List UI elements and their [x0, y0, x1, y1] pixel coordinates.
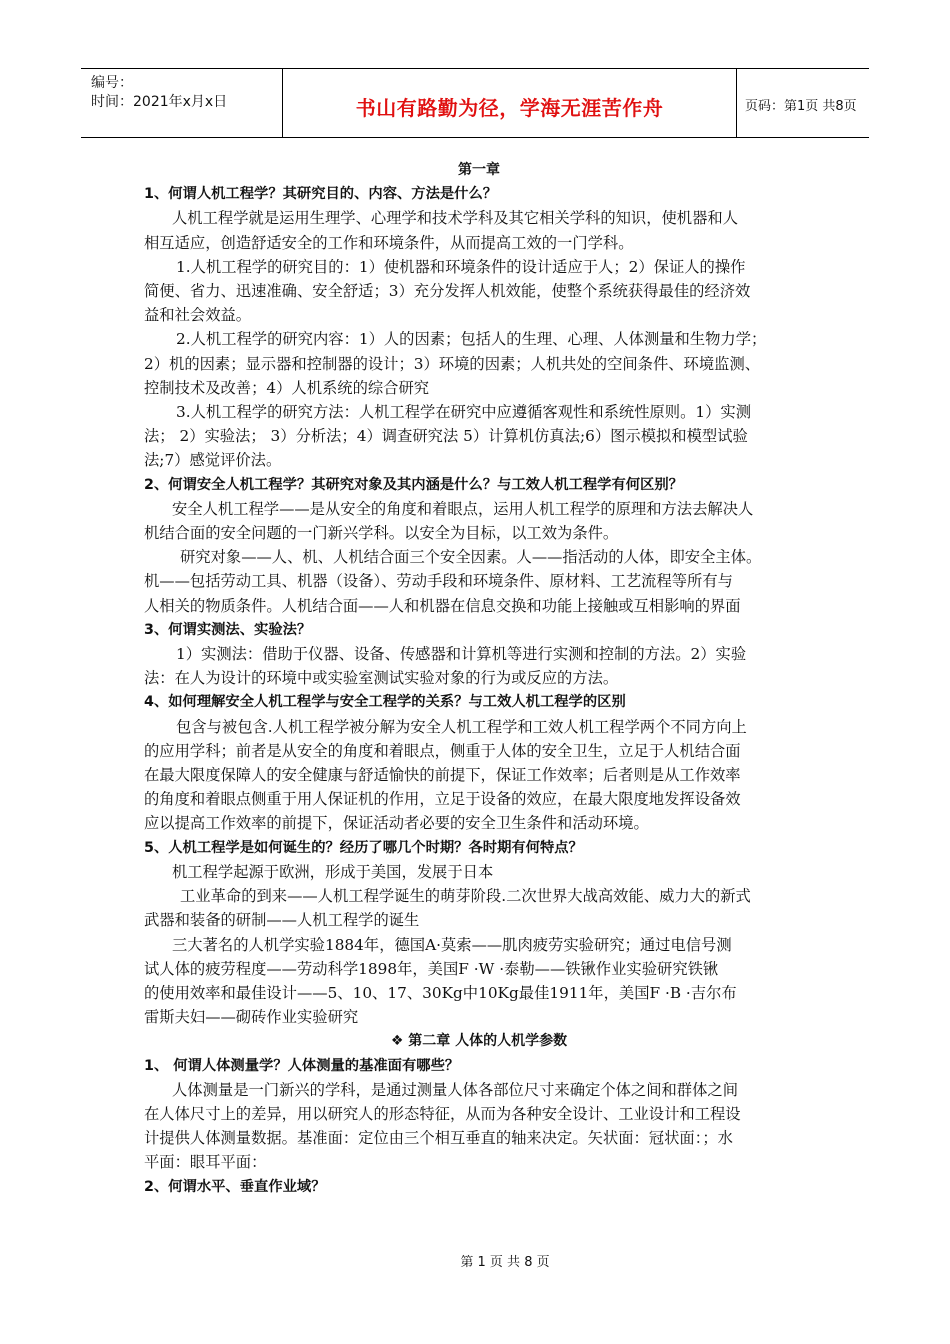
body-line: 在最大限度保障人的安全健康与舒适愉快的前提下，保证工作效率；后者则是从工作效率 — [144, 766, 741, 785]
document-header — [81, 68, 869, 138]
body-line: 的使用效率和最佳设计——5、10、17、30Kg中10Kg最佳1911年，美国F ·B ·吉尔布 — [144, 983, 737, 1002]
document-body — [144, 158, 814, 1199]
body-line: 的应用学科；前者是从安全的角度和着眼点，侧重于人体的安全卫生，立足于人机结合面 — [144, 741, 741, 760]
body-line: 法：在人为设计的环境中或实验室测试实验对象的行为或反应的方法。 — [144, 669, 619, 688]
question-heading: 1、 何谓人体测量学？人体测量的基准面有哪些？ — [144, 1057, 460, 1074]
body-line: 雷斯夫妇——砌砖作业实验研究 — [144, 1008, 359, 1027]
body-line: 法;7）感觉评价法。 — [144, 451, 282, 470]
body-line: 法； 2）实验法； 3）分析法；4）调查研究法 5）计算机仿真法;6）图示模拟和模型试验 — [144, 427, 748, 446]
body-line: 人体测量是一门新兴的学科，是通过测量人体各部位尺寸来确定个体之间和群体之间 — [172, 1080, 738, 1099]
motto-text: 书山有路勤为径，学海无涯苦作舟 — [355, 96, 664, 120]
chapter-heading: 第一章 — [458, 162, 500, 178]
body-line: 人机工程学就是运用生理学、心理学和技术学科及其它相关学科的知识，使机器和人 — [172, 209, 738, 228]
body-line: 三大著名的人机学实验1884年，德国A·莫索——肌肉疲劳实验研究；通过电信号测 — [172, 935, 732, 954]
date-label: 时间：2021年x月x日 — [91, 94, 228, 110]
body-line: 试人体的疲劳程度——劳动科学1898年，美国F ·W ·泰勒——铁锹作业实验研究铁锹 — [144, 959, 719, 978]
body-line: 人相关的物质条件。人机结合面——人和机器在信息交换和功能上接触或互相影响的界面 — [144, 596, 741, 615]
body-line: 的角度和着眼点侧重于用人保证机的作用，立足于设备的效应，在最大限度地发挥设备效 — [144, 790, 741, 809]
body-line: 应以提高工作效率的前提下，保证活动者必要的安全卫生条件和活动环境。 — [144, 814, 649, 833]
body-line: 简便、省力、迅速准确、安全舒适；3）充分发挥人机效能，使整个系统获得最佳的经济效 — [144, 282, 751, 301]
question-heading: 5、人机工程学是如何诞生的？经历了哪几个时期？各时期有何特点？ — [144, 839, 583, 856]
question-heading: 2、何谓水平、垂直作业域？ — [144, 1178, 326, 1195]
body-line: 包含与被包含.人机工程学被分解为安全人机工程学和工效人机工程学两个不同方向上 — [176, 717, 747, 736]
body-line: 武器和装备的研制——人机工程学的诞生 — [144, 911, 420, 930]
header-page-cell — [737, 69, 869, 137]
body-line: 2）机的因素；显示器和控制器的设计；3）环境的因素；人机共处的空间条件、环境监测、 — [144, 354, 761, 373]
body-line: 相互适应，创造舒适安全的工作和环境条件，从而提高工效的一门学科。 — [144, 233, 634, 252]
number-label: 编号： — [91, 75, 133, 91]
body-line: 益和社会效益。 — [144, 306, 252, 325]
page-footer: 第 1 页 共 8 页 — [460, 1255, 550, 1270]
body-line: 1.人机工程学的研究目的：1）使机器和环境条件的设计适应于人；2）保证人的操作 — [176, 257, 746, 276]
body-line: 1）实测法：借助于仪器、设备、传感器和计算机等进行实测和控制的方法。2）实验 — [176, 645, 747, 664]
body-line: 机工程学起源于欧洲，形成于美国，发展于日本 — [172, 862, 494, 881]
header-motto-cell — [283, 69, 737, 137]
body-line: 机结合面的安全问题的一门新兴学科。以安全为目标，以工效为条件。 — [144, 524, 619, 543]
question-heading: 3、何谓实测法、实验法？ — [144, 621, 312, 638]
body-line: 安全人机工程学——是从安全的角度和着眼点，运用人机工程学的原理和方法去解决人 — [172, 499, 754, 518]
chapter-heading: ❖ 第二章 人体的人机学参数 — [390, 1033, 568, 1050]
body-line: 3.人机工程学的研究方法：人机工程学在研究中应遵循客观性和系统性原则。1）实测 — [176, 403, 752, 422]
body-line: 控制技术及改善；4）人机系统的综合研究 — [144, 378, 430, 397]
body-line: 2.人机工程学的研究内容：1）人的因素；包括人的生理、心理、人体测量和生物力学； — [176, 330, 767, 349]
body-line: 工业革命的到来——人机工程学诞生的萌芽阶段.二次世界大战高效能、威力大的新式 — [180, 887, 751, 906]
body-line: 计提供人体测量数据。基准面：定位由三个相互垂直的轴来决定。矢状面：冠状面：；水 — [144, 1129, 733, 1148]
body-line: 在人体尺寸上的差异，用以研究人的形态特征，从而为各种安全设计、工业设计和工程设 — [144, 1104, 741, 1123]
page-info: 页码：第1页 共8页 — [745, 99, 857, 114]
body-line: 机——包括劳动工具、机器（设备）、劳动手段和环境条件、原材料、工艺流程等所有与 — [144, 572, 733, 591]
question-heading: 4、如何理解安全人机工程学与安全工程学的关系？与工效人机工程学的区别 — [144, 694, 626, 711]
question-heading: 1、何谓人机工程学？其研究目的、内容、方法是什么？ — [144, 186, 498, 203]
body-line: 研究对象——人、机、人机结合面三个安全因素。人——指活动的人体，即安全主体。 — [180, 548, 762, 567]
header-meta-cell — [81, 69, 283, 137]
question-heading: 2、何谓安全人机工程学？其研究对象及其内涵是什么？与工效人机工程学有何区别？ — [144, 476, 683, 493]
body-line: 平面：眼耳平面： — [144, 1153, 267, 1172]
